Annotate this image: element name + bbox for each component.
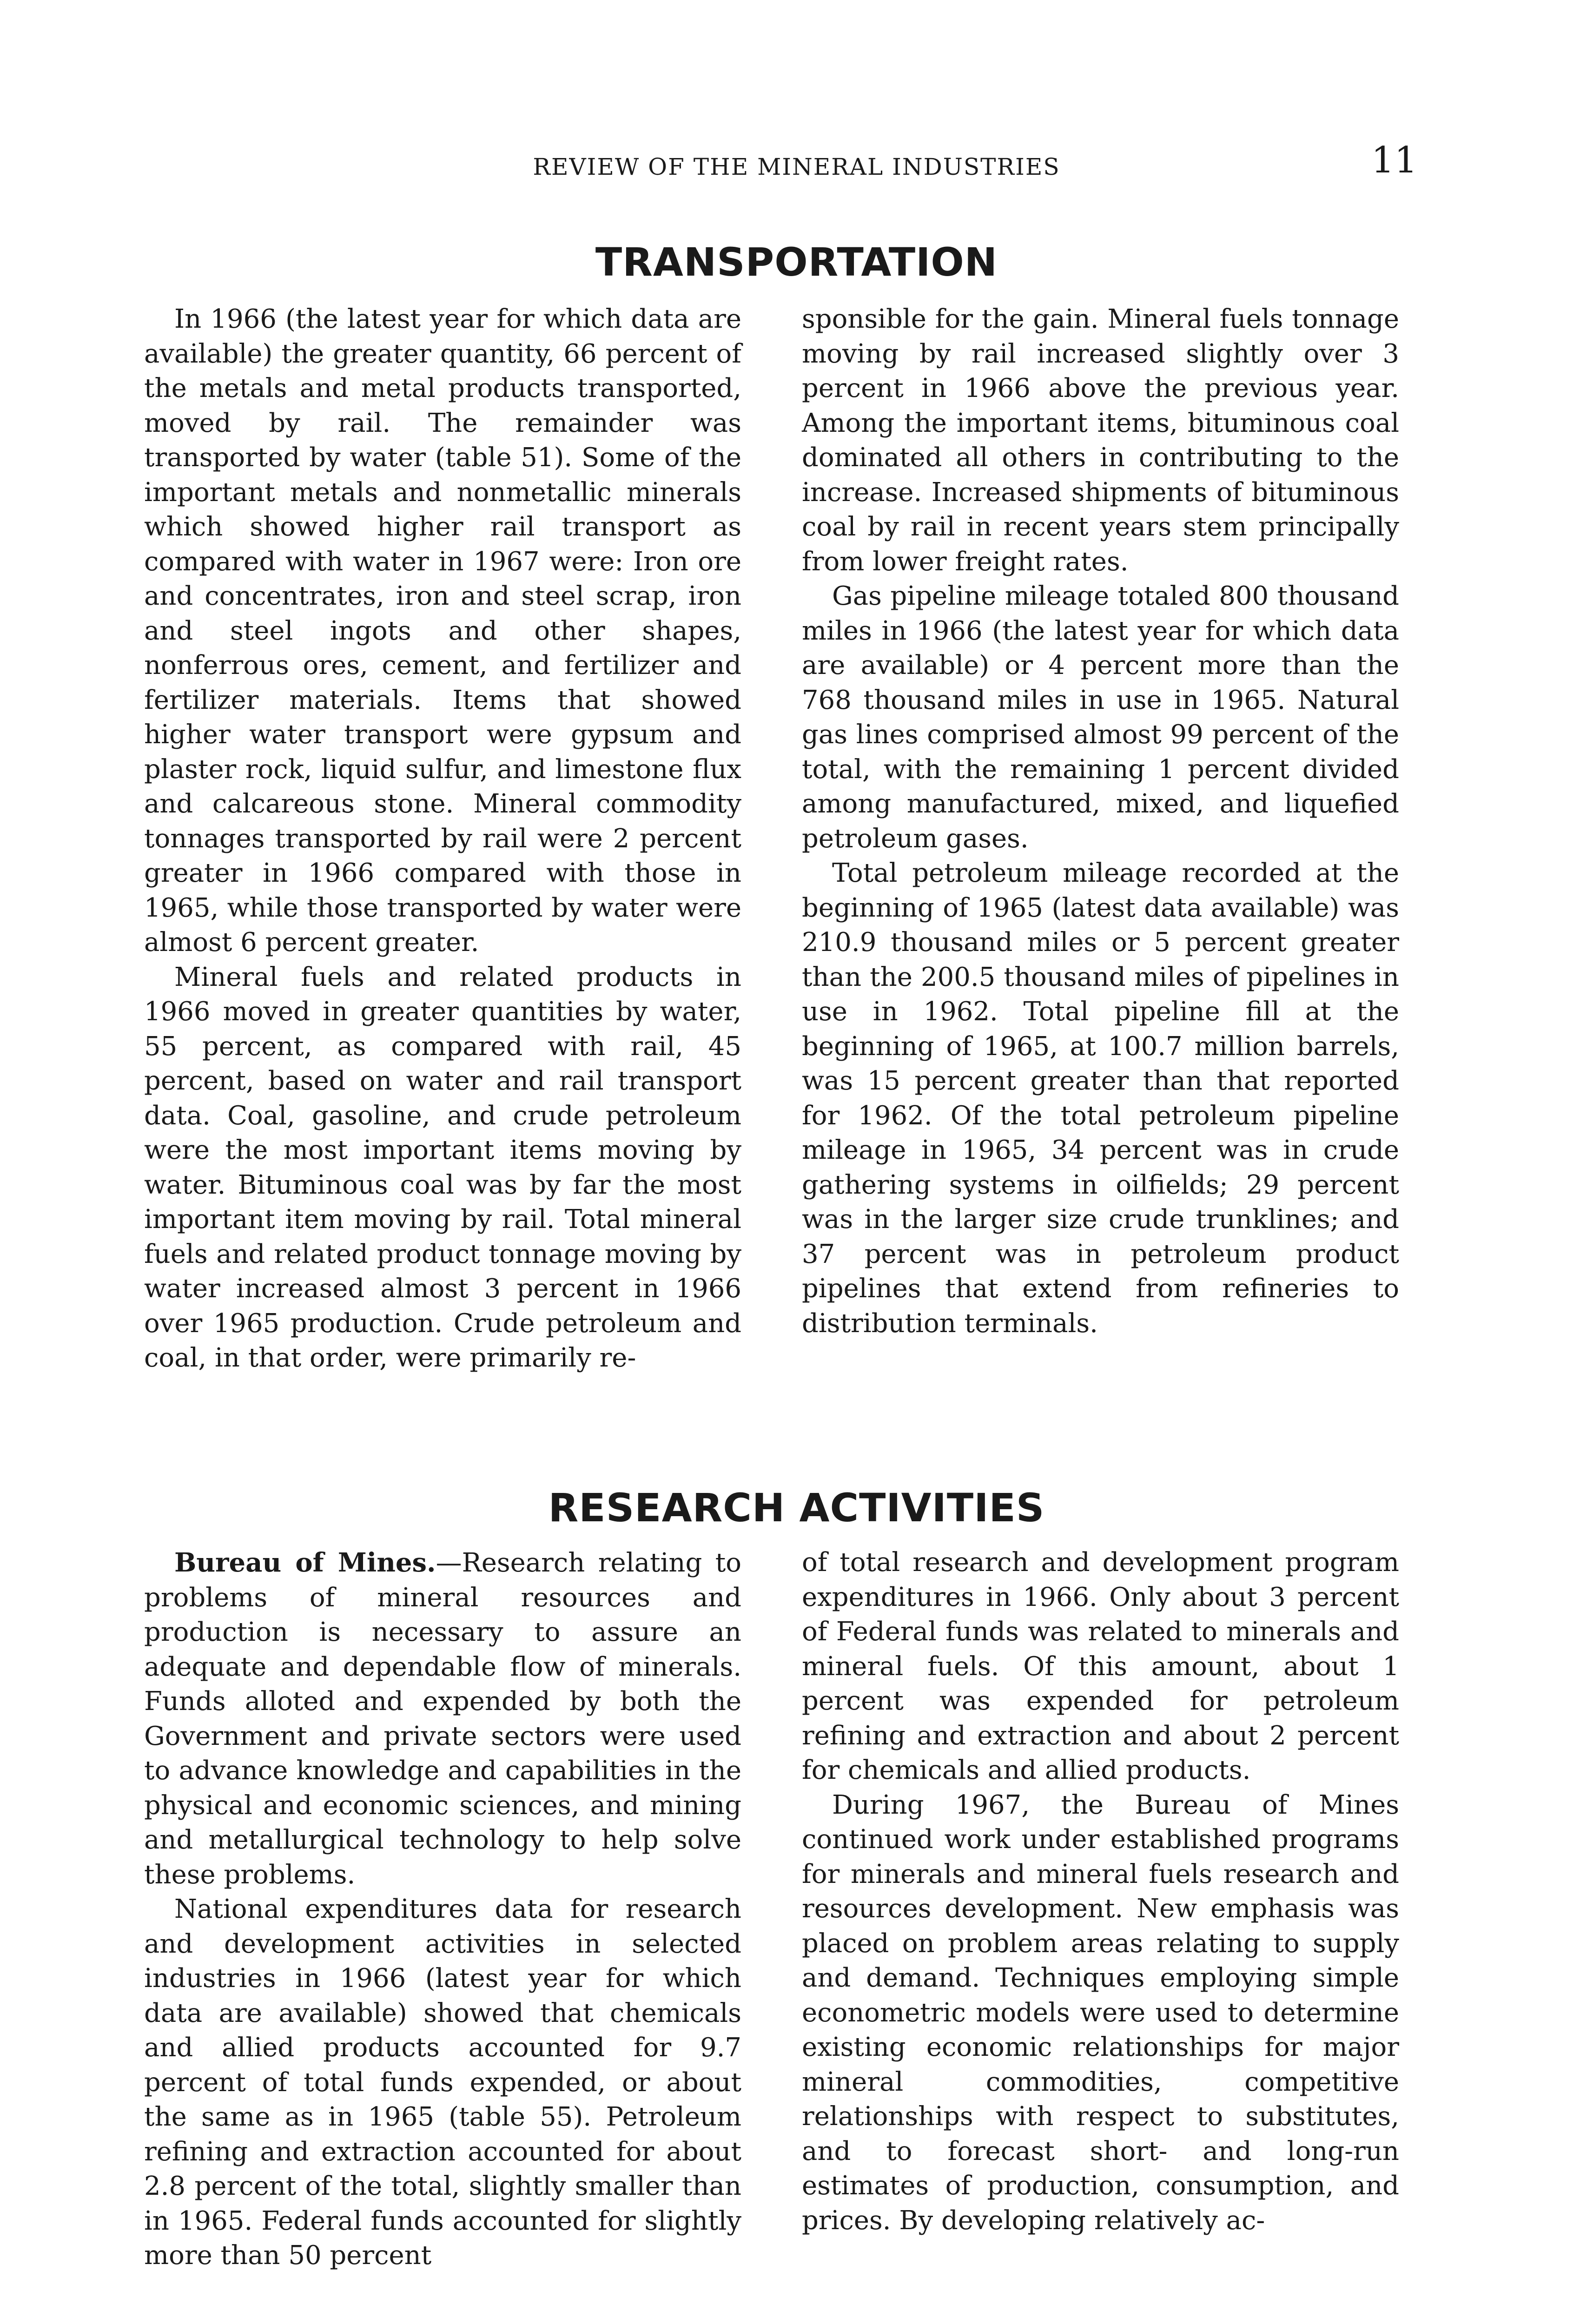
paragraph: [144, 1545, 741, 1892]
transportation-right-column: [802, 302, 1399, 1341]
section-title-transportation: TRANSPORTATION: [595, 239, 998, 285]
research-right-column: [802, 1545, 1399, 2238]
transportation-left-column: [144, 302, 741, 1376]
paragraph: sponsible for the gain. Mineral fuels tonnage moving by rail increased slightly over 3 percent in 1966 above the previous year. Among the important items, bituminous coal dominated all others in contributing to the increase. Increased shipments of bituminous coal by rail in recent years stem principally from lower freight rates.: [802, 304, 1399, 577]
page-number: 11: [1371, 139, 1418, 181]
paragraph: Mineral fuels and related products in 1966 moved in greater quantities by water, 55 percent, as compared with rail, 45 percent, based on water and rail transport data. Coal, gasoline, and crude petroleum were the most important items moving by water. Bituminous coal was by far the most important item moving by rail. Total mineral fuels and related product tonnage moving by water increased almost 3 percent in 1966 over 1965 production. Crude petroleum and coal, in that order, were primarily re-: [144, 962, 741, 1373]
paragraph-lead-in: Bureau of Mines.: [174, 1547, 436, 1578]
paragraph: Gas pipeline mileage totaled 800 thousand miles in 1966 (the latest year for which data are available) or 4 percent more than the 768 thousand miles in use in 1965. Natural gas lines comprised almost 99 percent of the total, with the remaining 1 percent divided among manufactured, mixed, and liquefied petroleum gases.: [802, 581, 1399, 854]
paragraph: of total research and development program expenditures in 1966. Only about 3 percent of Federal funds was related to minerals and mineral fuels. Of this amount, about 1 percent was expended for petroleum refining and extraction and about 2 percent for chemicals and allied products.: [802, 1547, 1399, 1785]
research-left-column: [144, 1545, 741, 2273]
paragraph: During 1967, the Bureau of Mines continued work under established programs for minerals and mineral fuels research and resources development. New emphasis was placed on problem areas relating to supply and demand. Techniques employing simple econometric models were used to determine existing economic relationships for major mineral commodities, competitive relationships with respect to substitutes, and to forecast short- and long-run estimates of production, consumption, and prices. By developing relatively ac-: [802, 1789, 1399, 2236]
paragraph: Total petroleum mileage recorded at the beginning of 1965 (latest data available) was 210.9 thousand miles or 5 percent greater than the 200.5 thousand miles of pipelines in use in 1962. Total pipeline fill at the beginning of 1965, at 100.7 million barrels, was 15 percent greater than that reported for 1962. Of the total petroleum pipeline mileage in 1965, 34 percent was in crude gathering systems in oilfields; 29 percent was in the larger size crude trunklines; and 37 percent was in petroleum product pipelines that extend from refineries to distribution terminals.: [802, 858, 1399, 1339]
paragraph: In 1966 (the latest year for which data are available) the greater quantity, 66 percent of the metals and metal products transported, moved by rail. The remainder was transported by water (table 51). Some of the important metals and nonmetallic minerals which showed higher rail transport as compared with water in 1967 were: Iron ore and concentrates, iron and steel scrap, iron and steel ingots and other shapes, nonferrous ores, cement, and fertilizer and fertilizer materials. Items that showed higher water transport were gypsum and plaster rock, liquid sulfur, and limestone flux and calcareous stone. Mineral commodity tonnages transported by rail were 2 percent greater in 1966 compared with those in 1965, while those transported by water were almost 6 percent greater.: [144, 304, 741, 957]
section-title-research-activities: RESEARCH ACTIVITIES: [548, 1485, 1045, 1531]
paragraph: National expenditures data for research and development activities in selected industries in 1966 (latest year for which data are available) showed that chemicals and allied products accounted for 9.7 percent of total funds expended, or about the same as in 1965 (table 55). Petroleum refining and extraction accounted for about 2.8 percent of the total, slightly smaller than in 1965. Federal funds accounted for slightly more than 50 percent: [144, 1894, 741, 2271]
paragraph-text: —Research relating to problems of mineral resources and production is necessary to assure an adequate and dependable flow of minerals. Funds alloted and expended by both the Government and private sectors were used to advance knowledge and capabilities in the physical and economic sciences, and mining and metallurgical technology to help solve these problems.: [144, 1548, 741, 1890]
running-header: REVIEW OF THE MINERAL INDUSTRIES: [533, 153, 1060, 180]
